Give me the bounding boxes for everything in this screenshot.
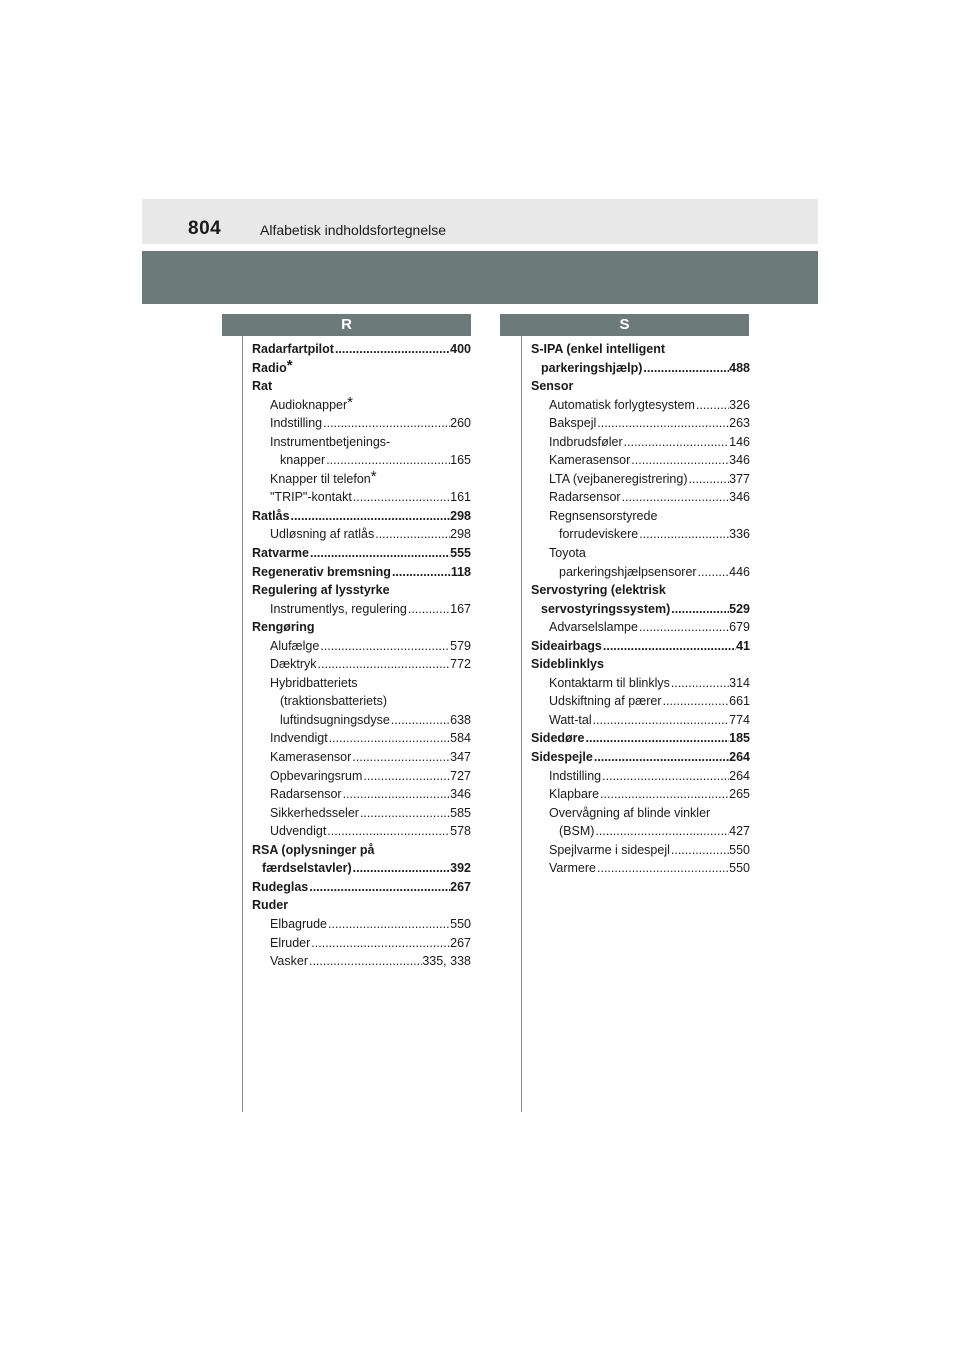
entry-page-number: 661 [729, 694, 750, 709]
entry-label: Hybridbatteriets [270, 675, 358, 690]
entry-label: Sideairbags [531, 638, 602, 653]
dot-leader [352, 488, 450, 507]
entry-label: Opbevaringsrum [270, 768, 363, 783]
entry-page-number: 346 [729, 453, 750, 468]
footnote-asterisk: * [286, 356, 293, 374]
entry-label: Klapbare [549, 787, 600, 802]
entry-label: Udvendigt [270, 824, 327, 839]
dot-leader [670, 600, 729, 619]
entry-label: Sideblinklys [531, 657, 604, 672]
entry-label: Rengøring [252, 620, 315, 635]
entry-label: Kamerasensor [270, 750, 352, 765]
entry-page-number: 118 [450, 564, 471, 579]
column-rule-right [521, 336, 522, 1112]
column-rule-left [242, 336, 243, 1112]
dot-leader [596, 414, 729, 433]
dot-leader [308, 878, 450, 897]
entry-page-number: 638 [450, 712, 471, 727]
entry-label: Knapper til telefon [270, 471, 371, 486]
index-entry [252, 451, 471, 470]
index-entry [531, 637, 750, 656]
index-heading [252, 841, 471, 860]
index-entry [531, 729, 750, 748]
entry-label: Elbagrude [270, 916, 327, 931]
index-entry [252, 729, 471, 748]
entry-page-number: 314 [729, 675, 750, 690]
entry-label: Spejlvarme i sidespejl [549, 842, 670, 857]
dot-leader [599, 785, 729, 804]
entry-label: Varmere [549, 861, 597, 876]
index-heading [531, 377, 750, 396]
dot-leader [592, 711, 730, 730]
index-entry [252, 934, 471, 953]
entry-label: parkeringshjælpsensorer [559, 564, 697, 579]
index-entry [531, 488, 750, 507]
entry-page-number: 400 [450, 342, 471, 356]
dot-leader [342, 785, 451, 804]
entry-label: S-IPA (enkel intelligent [531, 342, 666, 356]
entry-label: Regnsensorstyrede [549, 508, 658, 523]
dot-leader [697, 563, 730, 582]
index-entry [252, 414, 471, 433]
dot-leader [359, 804, 450, 823]
entry-page-number: 346 [729, 490, 750, 505]
entry-label: Radarfartpilot [252, 342, 334, 356]
entry-label: Rudeglas [252, 879, 309, 894]
index-entry [531, 674, 750, 693]
index-entry [531, 470, 750, 489]
entry-label: Watt-tal [549, 712, 592, 727]
index-entry [531, 785, 750, 804]
index-entry [531, 859, 750, 878]
section-letter-r: R [222, 314, 471, 336]
index-entry [252, 822, 471, 841]
entry-page-number: 488 [729, 360, 750, 375]
entry-label: Indstilling [270, 416, 323, 431]
index-heading [252, 581, 471, 600]
entry-page-number: 579 [450, 638, 471, 653]
index-heading [531, 544, 750, 563]
entry-label: Bakspejl [549, 416, 597, 431]
index-entry [252, 340, 471, 359]
entry-label: Servostyring (elektrisk [531, 583, 666, 598]
index-entry [531, 711, 750, 730]
index-entry [531, 359, 750, 378]
index-entry [252, 915, 471, 934]
dot-leader [623, 433, 729, 452]
dot-leader [596, 859, 729, 878]
entry-page-number: 529 [729, 601, 750, 616]
dot-leader [601, 767, 729, 786]
entry-label: servostyringssystem) [541, 601, 671, 616]
index-heading [252, 692, 471, 711]
entry-label: Ratlås [252, 508, 290, 523]
entry-label: færdselstavler) [262, 861, 352, 876]
entry-label: Sensor [531, 379, 574, 394]
dot-leader [602, 637, 736, 656]
entry-page-number: 41 [736, 638, 750, 653]
index-entry [531, 841, 750, 860]
entry-label: Indstilling [549, 768, 602, 783]
entry-page-number: 267 [450, 935, 471, 950]
entry-label: Alufælge [270, 638, 320, 653]
entry-label: Advarselslampe [549, 620, 638, 635]
index-entry [252, 600, 471, 619]
entry-page-number: 161 [450, 490, 471, 505]
dot-leader [642, 359, 729, 378]
index-heading [252, 433, 471, 452]
entry-label: Udløsning af ratlås [270, 527, 375, 542]
index-heading [252, 896, 471, 915]
index-entry [252, 748, 471, 767]
entry-label: Kontaktarm til blinklys [549, 675, 670, 690]
index-entry [531, 822, 750, 841]
entry-page-number: 263 [729, 416, 750, 431]
index-entry [252, 804, 471, 823]
index-entry [531, 414, 750, 433]
entry-page-number: 578 [450, 824, 471, 839]
entry-label: luftindsugningsdyse [280, 712, 390, 727]
entry-label: Sidedøre [531, 731, 585, 746]
index-entry [531, 767, 750, 786]
entry-page-number: 550 [450, 916, 471, 931]
dot-leader [362, 767, 450, 786]
entry-label: Regenerativ bremsning [252, 564, 391, 579]
dot-leader [327, 915, 450, 934]
index-entry [252, 767, 471, 786]
index-entry [531, 618, 750, 637]
dot-leader [630, 451, 729, 470]
dot-leader [310, 934, 450, 953]
index-heading [252, 356, 471, 378]
index-heading [252, 467, 471, 489]
dot-leader [390, 711, 450, 730]
entry-page-number: 185 [729, 731, 750, 746]
index-column-r [252, 340, 471, 971]
dot-leader [638, 618, 729, 637]
index-heading [252, 674, 471, 693]
index-entry [531, 525, 750, 544]
dot-leader [352, 859, 451, 878]
index-entry [252, 525, 471, 544]
index-heading [531, 581, 750, 600]
dot-leader [594, 822, 729, 841]
dot-leader [374, 525, 450, 544]
dot-leader [585, 729, 730, 748]
entry-label: Kamerasensor [549, 453, 631, 468]
index-entry [252, 544, 471, 563]
entry-page-number: 326 [729, 397, 750, 412]
dot-leader [695, 396, 729, 415]
index-entry [252, 878, 471, 897]
index-entry [252, 637, 471, 656]
entry-page-number: 335, 338 [422, 954, 471, 969]
index-entry [252, 952, 471, 971]
dot-leader [593, 748, 729, 767]
entry-page-number: 679 [729, 620, 750, 635]
entry-page-number: 555 [450, 546, 471, 561]
entry-page-number: 392 [450, 861, 471, 876]
entry-label: forrudeviskere [559, 527, 639, 542]
dot-leader [670, 841, 729, 860]
entry-label: Ruder [252, 898, 289, 913]
entry-label: Ratvarme [252, 546, 309, 561]
dot-leader [670, 674, 729, 693]
dot-leader [317, 655, 451, 674]
entry-label: Instrumentbetjenings- [270, 434, 391, 449]
index-entry [252, 488, 471, 507]
index-heading [531, 507, 750, 526]
entry-label: Automatisk forlygtesystem [549, 397, 695, 412]
entry-page-number: 377 [729, 471, 750, 486]
dot-leader [319, 637, 450, 656]
entry-label: Rat [252, 379, 273, 394]
entry-label: Sikkerhedsseler [270, 805, 359, 820]
index-heading [531, 655, 750, 674]
entry-page-number: 427 [729, 824, 750, 839]
entry-page-number: 347 [450, 750, 471, 765]
entry-label: Audioknapper [270, 397, 348, 412]
entry-page-number: 165 [450, 453, 471, 468]
dot-leader [290, 507, 451, 526]
page-number: 804 [188, 218, 222, 239]
dot-leader [334, 340, 450, 359]
entry-label: Regulering af lysstyrke [252, 583, 390, 598]
entry-label: RSA (oplysninger på [252, 842, 375, 857]
entry-label: parkeringshjælp) [541, 360, 643, 375]
entry-label: (BSM) [559, 824, 595, 839]
entry-label: Indbrudsføler [549, 434, 623, 449]
entry-label: Overvågning af blinde vinkler [549, 805, 711, 820]
index-entry [531, 396, 750, 415]
index-entry [252, 711, 471, 730]
entry-label: Udskiftning af pærer [549, 694, 662, 709]
entry-label: Indvendigt [270, 731, 328, 746]
index-entry [531, 451, 750, 470]
index-entry [531, 433, 750, 452]
index-heading [252, 393, 471, 415]
entry-label: Elruder [270, 935, 311, 950]
entry-page-number: 446 [729, 564, 750, 579]
entry-label: Toyota [549, 546, 586, 561]
dot-leader [328, 729, 450, 748]
entry-label: "TRIP"-kontakt [270, 490, 352, 505]
page-title: Alfabetisk indholdsfortegnelse [260, 222, 447, 238]
entry-page-number: 550 [729, 842, 750, 857]
entry-page-number: 264 [729, 750, 750, 765]
section-letter-s: S [500, 314, 749, 336]
index-heading [531, 340, 750, 359]
entry-label: knapper [280, 453, 326, 468]
entry-page-number: 265 [729, 787, 750, 802]
index-entry [252, 859, 471, 878]
entry-page-number: 774 [729, 712, 750, 727]
dot-leader [322, 414, 450, 433]
entry-page-number: 346 [450, 787, 471, 802]
section-band [142, 251, 818, 304]
index-entry [252, 563, 471, 582]
entry-label: Dæktryk [270, 657, 317, 672]
entry-page-number: 298 [450, 527, 471, 542]
entry-label: Radio [252, 360, 287, 375]
dot-leader [638, 525, 729, 544]
dot-leader [662, 692, 730, 711]
footnote-asterisk: * [347, 393, 353, 411]
index-entry [531, 563, 750, 582]
index-heading [252, 377, 471, 396]
entry-page-number: 336 [729, 527, 750, 542]
entry-label: Instrumentlys, regulering [270, 601, 407, 616]
dot-leader [326, 822, 450, 841]
dot-leader [308, 952, 422, 971]
entry-page-number: 146 [729, 434, 750, 449]
entry-page-number: 772 [450, 657, 471, 672]
entry-page-number: 298 [450, 508, 471, 523]
dot-leader [351, 748, 450, 767]
entry-page-number: 267 [450, 879, 471, 894]
index-entry [252, 655, 471, 674]
dot-leader [391, 563, 451, 582]
dot-leader [325, 451, 450, 470]
entry-label: Sidespejle [531, 750, 593, 765]
index-entry [531, 748, 750, 767]
dot-leader [407, 600, 450, 619]
index-entry [252, 507, 471, 526]
entry-page-number: 550 [729, 861, 750, 876]
dot-leader [621, 488, 730, 507]
header-bar [142, 199, 818, 244]
entry-page-number: 264 [729, 768, 750, 783]
entry-page-number: 584 [450, 731, 471, 746]
index-entry [252, 785, 471, 804]
entry-label: Radarsensor [549, 490, 621, 505]
index-column-s [531, 340, 750, 878]
index-entry [531, 600, 750, 619]
index-heading [531, 804, 750, 823]
entry-page-number: 260 [450, 416, 471, 431]
index-entry [531, 692, 750, 711]
index-heading [252, 618, 471, 637]
dot-leader [309, 544, 450, 563]
entry-label: Radarsensor [270, 787, 342, 802]
entry-page-number: 167 [450, 601, 471, 616]
footnote-asterisk: * [370, 467, 377, 485]
entry-label: LTA (vejbaneregistrering) [549, 471, 688, 486]
entry-page-number: 727 [450, 768, 471, 783]
entry-label: (traktionsbatteriets) [280, 694, 387, 709]
dot-leader [688, 470, 730, 489]
entry-page-number: 585 [450, 805, 471, 820]
entry-label: Vasker [270, 954, 308, 969]
